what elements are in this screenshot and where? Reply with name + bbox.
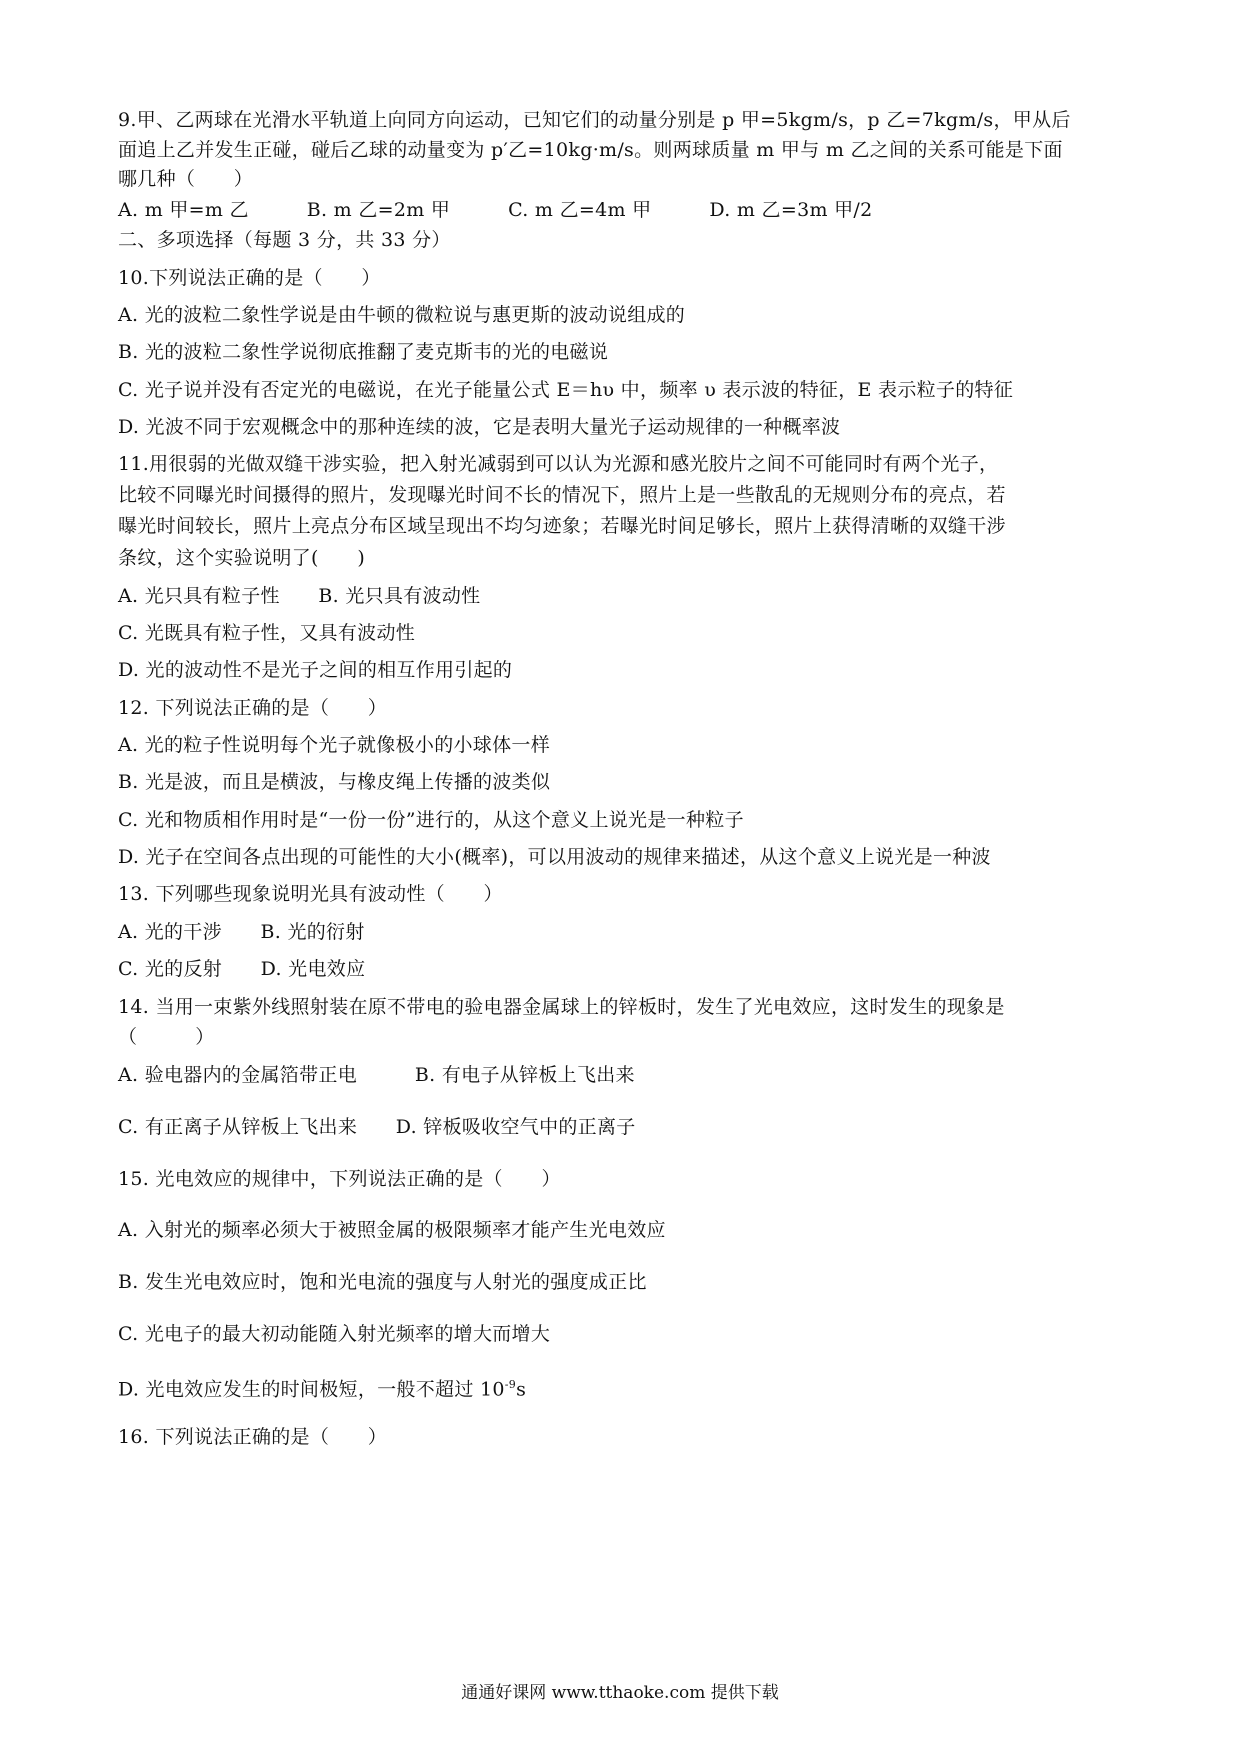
q13-options-cd: C. 光的反射 D. 光电效应 (118, 958, 366, 980)
q12-option-b: B. 光是波，而且是横波，与橡皮绳上传播的波类似 (118, 771, 551, 793)
q11-options-ab: A. 光只具有粒子性 B. 光只具有波动性 (118, 585, 481, 607)
q11-option-c: C. 光既具有粒子性，又具有波动性 (118, 622, 416, 644)
q10-stem: 10.下列说法正确的是（ ） (118, 267, 381, 289)
q15-stem: 15. 光电效应的规律中，下列说法正确的是（ ） (118, 1168, 561, 1190)
q11-line-3: 曝光时间较长，照片上亮点分布区域呈现出不均匀迹象；若曝光时间足够长，照片上获得清晰的双缝干涉 (118, 515, 1006, 537)
q12-option-a: A. 光的粒子性说明每个光子就像极小的小球体一样 (118, 734, 551, 756)
q13-options-ab: A. 光的干涉 B. 光的衍射 (118, 921, 365, 943)
q12-option-d: D. 光子在空间各点出现的可能性的大小(概率)，可以用波动的规律来描述，从这个意义上说光是一种波 (118, 846, 991, 868)
q9-line-2: 面追上乙并发生正碰，碰后乙球的动量变为 p′乙=10kg·m/s。则两球质量 m 甲与 m 乙之间的关系可能是下面 (118, 139, 1063, 161)
q11-line-4: 条纹，这个实验说明了( ) (118, 547, 366, 569)
q15-option-b: B. 发生光电效应时，饱和光电流的强度与人射光的强度成正比 (118, 1271, 647, 1293)
q10-option-b: B. 光的波粒二象性学说彻底推翻了麦克斯韦的光的电磁说 (118, 341, 609, 363)
q15-option-c: C. 光电子的最大初动能随入射光频率的增大而增大 (118, 1323, 551, 1345)
q14-line-1: 14. 当用一束紫外线照射装在原不带电的验电器金属球上的锌板时，发生了光电效应，这时发生的现象是 (118, 996, 1005, 1018)
exponent: -9 (504, 1378, 517, 1391)
q16-stem: 16. 下列说法正确的是（ ） (118, 1426, 388, 1448)
q14-options-cd: C. 有正离子从锌板上飞出来 D. 锌板吸收空气中的正离子 (118, 1116, 636, 1138)
section-heading: 二、多项选择（每题 3 分，共 33 分） (118, 229, 451, 251)
q10-option-d: D. 光波不同于宏观概念中的那种连续的波，它是表明大量光子运动规律的一种概率波 (118, 416, 841, 438)
q10-option-c: C. 光子说并没有否定光的电磁说，在光子能量公式 E＝hυ 中，频率 υ 表示波的特征，E 表示粒子的特征 (118, 379, 1014, 401)
footer-credit: 通通好课网 www.tthaoke.com 提供下载 (461, 1683, 779, 1703)
q15-option-d (118, 1373, 526, 1401)
q15-option-a: A. 入射光的频率必须大于被照金属的极限频率才能产生光电效应 (118, 1219, 666, 1241)
unit: s (516, 1378, 527, 1401)
q10-option-a: A. 光的波粒二象性学说是由牛顿的微粒说与惠更斯的波动说组成的 (118, 304, 686, 326)
q15-option-d-text: D. 光电效应发生的时间极短，一般不超过 10 (118, 1378, 505, 1401)
q9-options: A. m 甲=m 乙 B. m 乙=2m 甲 C. m 乙=4m 甲 D. m 乙=3m 甲/2 (118, 199, 873, 221)
q14-line-2: （ ） (118, 1026, 215, 1048)
q9-line-3: 哪几种（ ） (118, 168, 254, 190)
q11-option-d: D. 光的波动性不是光子之间的相互作用引起的 (118, 659, 513, 681)
q14-options-ab: A. 验电器内的金属箔带正电 B. 有电子从锌板上飞出来 (118, 1064, 635, 1086)
q11-line-1: 11.用很弱的光做双缝干涉实验，把入射光减弱到可以认为光源和感光胶片之间不可能同时有两个光子， (118, 453, 999, 475)
q11-line-2: 比较不同曝光时间摄得的照片，发现曝光时间不长的情况下，照片上是一些散乱的无规则分布的亮点，若 (118, 484, 1006, 506)
q12-option-c: C. 光和物质相作用时是“一份一份”进行的，从这个意义上说光是一种粒子 (118, 809, 744, 831)
q9-line-1: 9.甲、乙两球在光滑水平轨道上向同方向运动，已知它们的动量分别是 p 甲=5kgm/s，p 乙=7kgm/s，甲从后 (118, 109, 1071, 131)
q12-stem: 12. 下列说法正确的是（ ） (118, 697, 388, 719)
q13-stem: 13. 下列哪些现象说明光具有波动性（ ） (118, 883, 503, 905)
